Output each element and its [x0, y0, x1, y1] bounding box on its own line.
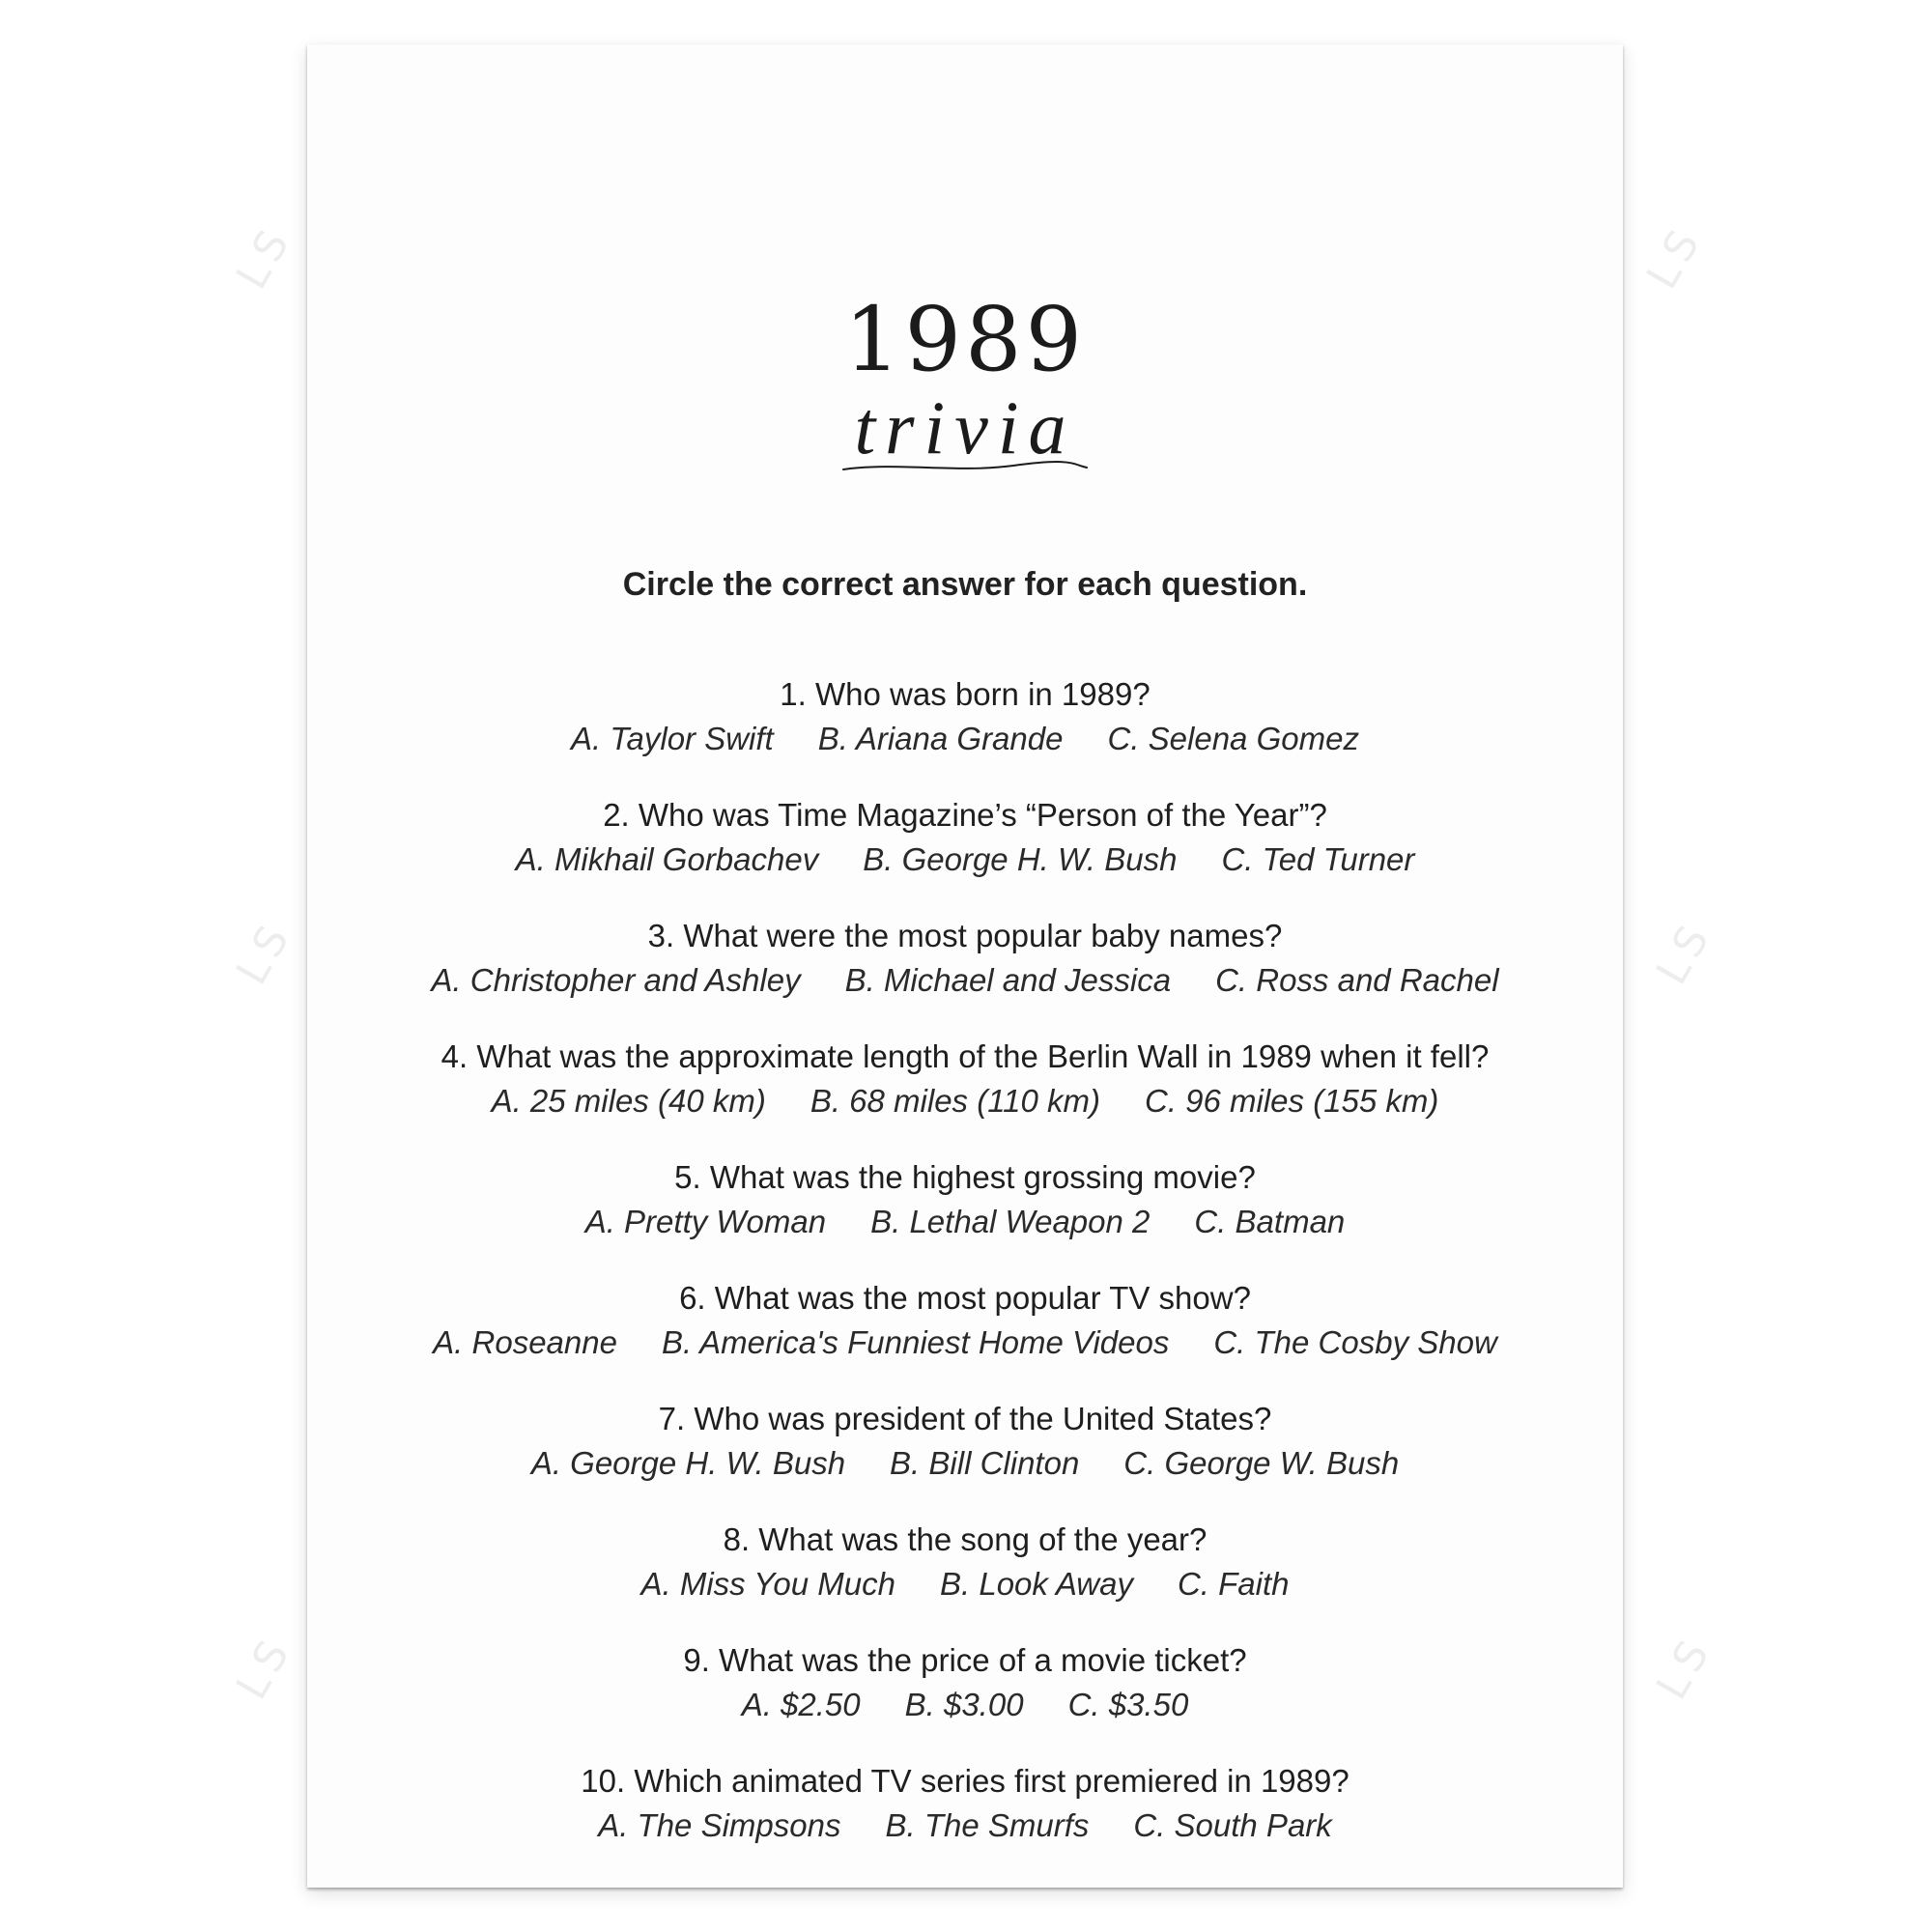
title-subtitle	[307, 385, 1623, 475]
instruction-text: Circle the correct answer for each question.	[622, 566, 1308, 603]
answer-option-a[interactable]: A. Mikhail Gorbachev	[515, 841, 819, 877]
answer-options	[307, 958, 1623, 1003]
question-item	[307, 1155, 1623, 1276]
question-text: 7. Who was president of the United States?	[658, 1401, 1272, 1436]
answer-options	[307, 838, 1623, 882]
answer-option-b[interactable]: B. Ariana Grande	[817, 721, 1064, 756]
watermark-left-bottom: LS	[227, 1626, 303, 1708]
answer-option-b[interactable]: B. Look Away	[940, 1566, 1133, 1602]
answer-option-a[interactable]: A. Taylor Swift	[571, 721, 774, 756]
question-item	[307, 1035, 1623, 1155]
answer-option-a[interactable]: A. $2.50	[741, 1687, 861, 1722]
answer-option-b[interactable]: B. The Smurfs	[885, 1807, 1090, 1843]
answer-option-c[interactable]: C. South Park	[1133, 1807, 1332, 1843]
question-item	[307, 793, 1623, 914]
question-text: 1. Who was born in 1989?	[780, 676, 1151, 712]
question-item	[307, 1276, 1623, 1397]
answer-option-c[interactable]: C. Ross and Rachel	[1215, 962, 1499, 998]
answer-option-c[interactable]: C. Faith	[1177, 1566, 1290, 1602]
answer-option-b[interactable]: B. Lethal Weapon 2	[870, 1204, 1151, 1239]
watermark-right-bottom: LS	[1647, 1626, 1723, 1708]
answer-option-a[interactable]: A. Miss You Much	[640, 1566, 895, 1602]
title-subtitle-text: trivia	[854, 385, 1076, 469]
trivia-card	[307, 44, 1623, 1888]
answer-option-c[interactable]: C. Ted Turner	[1221, 841, 1415, 877]
answer-option-b[interactable]: B. 68 miles (110 km)	[810, 1083, 1100, 1119]
watermark-left-middle: LS	[227, 911, 303, 993]
answer-options	[307, 1804, 1623, 1848]
answer-option-a[interactable]: A. George H. W. Bush	[530, 1445, 846, 1481]
answer-option-b[interactable]: B. Bill Clinton	[890, 1445, 1080, 1481]
watermark-left-top: LS	[227, 215, 303, 298]
answer-option-b[interactable]: B. George H. W. Bush	[863, 841, 1178, 877]
answer-option-c[interactable]: C. The Cosby Show	[1213, 1324, 1497, 1360]
answer-option-b[interactable]: B. Michael and Jessica	[844, 962, 1172, 998]
answer-option-a[interactable]: A. 25 miles (40 km)	[491, 1083, 766, 1119]
question-text: 3. What were the most popular baby names?	[647, 918, 1283, 953]
title-year: 1989	[843, 288, 1087, 391]
question-item	[307, 1397, 1623, 1518]
question-text: 8. What was the song of the year?	[723, 1521, 1208, 1557]
answer-option-b[interactable]: B. $3.00	[904, 1687, 1024, 1722]
question-item	[307, 672, 1623, 793]
watermark-right-top: LS	[1637, 215, 1714, 298]
answer-option-c[interactable]: C. 96 miles (155 km)	[1144, 1083, 1439, 1119]
question-text: 5. What was the highest grossing movie?	[674, 1159, 1256, 1195]
answer-options	[307, 1321, 1623, 1365]
answer-options	[307, 717, 1623, 761]
question-text: 9. What was the price of a movie ticket?	[683, 1642, 1247, 1678]
answer-option-c[interactable]: C. Batman	[1194, 1204, 1346, 1239]
answer-options	[307, 1441, 1623, 1486]
answer-option-a[interactable]: A. Christopher and Ashley	[431, 962, 801, 998]
answer-option-c[interactable]: C. George W. Bush	[1123, 1445, 1400, 1481]
question-text: 6. What was the most popular TV show?	[679, 1280, 1251, 1316]
question-text: 2. Who was Time Magazine’s “Person of the Year”?	[603, 797, 1327, 833]
question-text: 4. What was the approximate length of the Berlin Wall in 1989 when it fell?	[440, 1038, 1490, 1074]
question-item	[307, 914, 1623, 1035]
answer-options	[307, 1562, 1623, 1606]
question-text: 10. Which animated TV series first premiered in 1989?	[581, 1763, 1350, 1799]
question-item	[307, 1518, 1623, 1638]
answer-option-a[interactable]: A. The Simpsons	[598, 1807, 841, 1843]
watermark-right-middle: LS	[1647, 911, 1723, 993]
answer-option-a[interactable]: A. Pretty Woman	[584, 1204, 827, 1239]
answer-options	[307, 1079, 1623, 1123]
answer-option-b[interactable]: B. America's Funniest Home Videos	[661, 1324, 1170, 1360]
answer-options	[307, 1683, 1623, 1727]
question-item	[307, 1638, 1623, 1759]
answer-option-c[interactable]: C. $3.50	[1067, 1687, 1189, 1722]
question-item	[307, 1759, 1623, 1880]
answer-option-a[interactable]: A. Roseanne	[433, 1324, 617, 1360]
answer-options	[307, 1200, 1623, 1244]
answer-option-c[interactable]: C. Selena Gomez	[1107, 721, 1359, 756]
question-list	[307, 672, 1623, 1880]
